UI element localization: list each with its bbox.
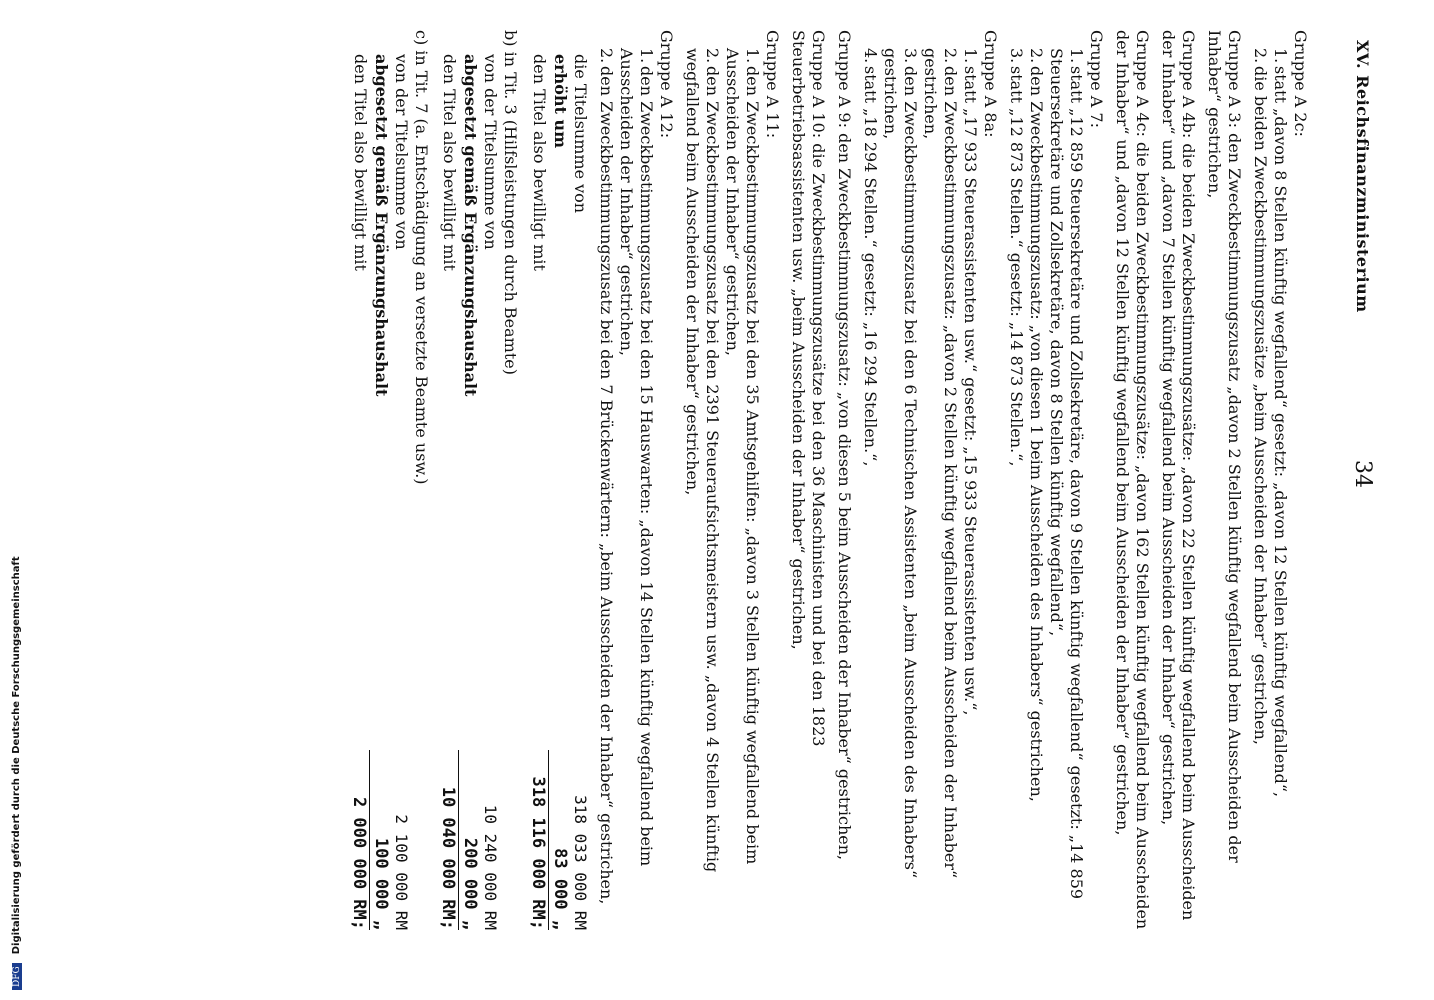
group-label: Gruppe A 8a: [981,30,1000,138]
section-c-heading: c) in Tit. 7 (a. Entschädigung an versetzte Beamte usw.) [412,30,431,485]
item-text: den Zweckbestimmungszusatz bei den 6 Technischen Assistenten „beim Ausscheiden des Inhabers“ gestrichen, [881,48,920,879]
group-item [616,48,656,930]
group-label: Gruppe A 4c: die beiden Zweckbestimmungszusätze: „davon 162 Stellen künftig wegfallend beim Ausscheiden der Inhaber“ und „davon 12 Stellen künftig wegfallend beim Ausscheiden der Inhaber“ gestrichen, [1113,30,1152,930]
item-text: den Zweckbestimmungszusatz bei den 7 Brückenwärtern: „beim Ausscheiden der Inhaber“ gestrichen, [597,66,616,905]
item-number: 1. [1067,48,1086,64]
total-label: abgesetzt gemäß Ergänzungshaushalt [461,54,481,397]
total-label: abgesetzt gemäß Ergänzungshaushalt [372,54,391,397]
item-number: 3. [1007,48,1026,64]
page-header [1340,30,1380,930]
group-block [1006,30,1106,930]
group-label: Gruppe A 7: [1087,30,1106,128]
group-item [1270,48,1290,930]
dfg-logo: DFG [12,963,22,990]
item-text: statt „davon 8 Stellen künftig wegfallend“ gesetzt: „davon 12 Stellen künftig wegfallend“, [1271,66,1290,798]
total-row [391,54,411,930]
group-block [860,30,1000,930]
item-number: 3. [901,48,920,64]
item-number: 2. [597,48,616,64]
group-label: Gruppe A 3: den Zweckbestimmungszusatz „davon 2 Stellen künftig wegfallend beim Ausscheiden der Inhaber“ gestrichen, [1205,30,1244,863]
group-label: Gruppe A 11: [763,30,782,139]
document-body [348,30,1311,930]
item-text: statt „12 859 Steuersekretäre und Zollsekretäre, davon 9 Stellen künftig wegfallend“ gesetzt: „14 859 Steuersekretäre und Zollsekretäre, davon 8 Stellen künftig wegfallend“, [1047,48,1086,900]
item-number: 1. [743,48,762,64]
item-text: die beiden Zweckbestimmungszusätze „beim Ausscheiden der Inhaber“ gestrichen, [1251,66,1270,745]
digitization-footer [4,556,23,990]
group-list [596,30,1310,930]
total-row [370,54,391,930]
item-text: den Zweckbestimmungszusatz: „davon 2 Stellen künftig wegfallend beim Ausscheiden der Inhaber“ gestrichen, [921,48,960,879]
group-item [1046,48,1086,930]
item-text: den Zweckbestimmungszusatz: „von diesen 1 beim Ausscheiden des Inhabers“ gestrichen, [1027,66,1046,802]
group-item [880,48,920,930]
item-number: 1. [1271,48,1290,64]
item-text: statt „12 873 Stellen.“ gesetzt: „14 873 Stellen.“, [1007,66,1026,467]
total-amount: 2 000 000 RM; [348,750,370,930]
group-item [682,48,722,930]
group-block [1112,30,1152,930]
section-c [348,30,432,930]
item-number: 1. [637,48,656,64]
item-number: 4. [861,48,880,64]
total-amount: 10 240 000 RM [481,804,501,930]
item-text: den Zweckbestimmungszusatz bei den 35 Amtsgehilfen: „davon 3 Stellen künftig wegfallend beim Ausscheiden der Inhaber“ gestrichen, [723,48,762,865]
item-number: 2. [1027,48,1046,64]
total-label: von der Titelsumme von [481,54,501,250]
group-item [920,48,960,930]
item-number: 1. [961,48,980,64]
total-row [348,54,370,930]
group-item [722,48,762,930]
total-row [570,54,590,930]
total-amount: 10 040 000 RM; [437,750,459,930]
total-amount: 318 116 000 RM; [527,750,549,930]
total-row [459,54,480,930]
group-label: Gruppe A 10: die Zweckbestimmungszusätze bei den 36 Maschinisten und bei den 1823 Steuerbetriebsassistenten usw. „beim Ausscheiden der Inhaber“ gestrichen, [789,30,828,747]
section-b [437,30,521,930]
total-amount: 200 000 „ [460,837,481,930]
item-text: den Zweckbestimmungszusatz bei den 2391 Steueraufsichtsmeistern usw. „davon 4 Stellen künftig wegfallend beim Ausscheiden der Inhaber“ gestrichen, [683,48,722,873]
total-label: die Titelsumme von [571,54,590,214]
group-item [860,48,880,930]
total-amount: 318 033 000 RM [571,795,590,930]
item-text: den Zweckbestimmungszusatz bei den 15 Hauswarten: „davon 14 Stellen künftig wegfallend beim Ausscheiden der Inhaber“ gestrichen, [617,48,656,867]
group-label: Gruppe A 12: [657,30,676,139]
total-row [549,54,570,930]
group-block [682,30,782,930]
item-number: 2. [941,48,960,64]
totals-section-a [527,54,591,930]
total-amount: 2 100 000 RM [392,814,411,930]
group-item [1026,48,1046,930]
item-text: statt „17 933 Steuerassistenten usw.“ gesetzt: „15 933 Steuerassistenten usw.“, [961,66,980,716]
group-block [1158,30,1198,930]
item-number: 2. [703,48,722,64]
total-row [437,54,459,930]
item-number: 2. [1251,48,1270,64]
item-text: statt „18 294 Stellen.“ gesetzt: „16 294 Stellen.“, [861,66,880,467]
group-item [1006,48,1026,930]
group-block [596,30,676,930]
total-label: erhöht um [551,54,570,149]
group-item [1250,48,1270,930]
footer-text: Digitalisierung gefördert durch die Deutsche Forschungsgemeinschaft [11,556,22,955]
ministry-title: XV. Reichsfinanzministerium [1353,40,1372,313]
group-label: Gruppe A 9: den Zweckbestimmungszusatz: „von diesen 5 beim Ausscheiden der Inhaber“ gestrichen, [835,30,854,861]
total-amount: 83 000 „ [550,848,570,930]
group-block [788,30,828,930]
group-item [960,48,980,930]
total-row [481,54,501,930]
group-block [1204,30,1244,930]
group-item [596,48,616,930]
total-row [527,54,549,930]
rotated-document-page [120,30,1380,930]
group-block [834,30,854,930]
total-label: den Titel also bewilligt mit [529,54,549,271]
total-amount: 100 000 „ [371,837,391,930]
total-label: den Titel also bewilligt mit [350,54,370,271]
group-block [1250,30,1310,930]
total-label: von der Titelsumme von [392,54,411,250]
page-number: 34 [1350,460,1375,488]
group-label: Gruppe A 2c: [1291,30,1310,137]
group-label: Gruppe A 4b: die beiden Zweckbestimmungszusätze: „davon 22 Stellen künftig wegfallend beim Ausscheiden der Inhaber“ und „davon 7 Stellen künftig wegfallend beim Ausscheiden der Inhaber“ gestrichen, [1159,30,1198,921]
section-b-heading: b) in Tit. 3 (Hilfsleistungen durch Beamte) [501,30,521,375]
total-label: den Titel also bewilligt mit [440,54,460,271]
